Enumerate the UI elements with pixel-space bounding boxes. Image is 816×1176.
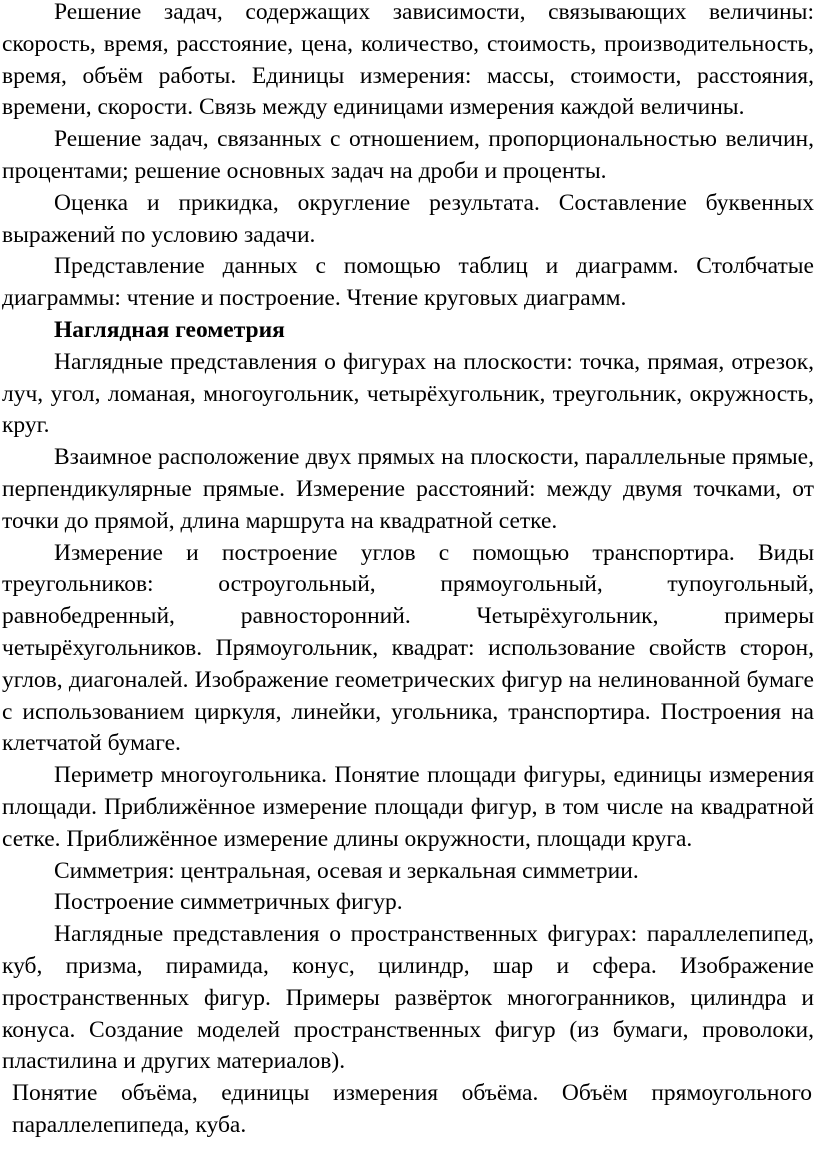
- paragraph-dependencies-tasks: Решение задач, содержащих зависимости, связывающих величины: скорость, время, расстояние, цена, количество, стоимость, производительность, время, объём работы. Единицы измерения: массы, стоимости, расстояния, времени, скорости. Связь между единицами измерения каждой величины.: [2, 0, 814, 121]
- section-heading-visual-geometry: Наглядная геометрия: [54, 316, 285, 343]
- paragraph-volume: Понятие объёма, единицы измерения объёма. Объём прямоугольного параллелепипеда, куба.: [12, 1080, 812, 1138]
- paragraph-plane-figures: Наглядные представления о фигурах на плоскости: точка, прямая, отрезок, луч, угол, ломаная, многоугольник, четырёхугольник, треугольник, окружность, круг.: [2, 348, 814, 439]
- paragraph-lines-position: Взаимное расположение двух прямых на плоскости, параллельные прямые, перпендикулярные прямые. Измерение расстояний: между двумя точками, от точки до прямой, длина маршрута на квадратной сетке.: [2, 444, 814, 534]
- paragraph-symmetry: Симметрия: центральная, осевая и зеркальная симметрии.: [54, 857, 639, 884]
- paragraph-proportions-tasks: Решение задач, связанных с отношением, пропорциональностью величин, процентами; решение основных задач на дроби и проценты.: [2, 126, 814, 184]
- document-body: [2, 0, 814, 1142]
- paragraph-spatial-figures: Наглядные представления о пространственных фигурах: параллелепипед, куб, призма, пирамида, конус, цилиндр, шар и сфера. Изображение пространственных фигур. Примеры развёрток многогранников, цилиндра и конуса. Создание моделей пространственных фигур (из бумаги, проволоки, пластилина и других материалов).: [2, 921, 814, 1075]
- paragraph-angles-triangles: Измерение и построение углов с помощью транспортира. Виды треугольников: остроугольный, прямоугольный, тупоугольный, равнобедренный, равносторонний. Четырёхугольник, примеры четырёхугольников. Прямоугольник, квадрат: использование свойств сторон, углов, диагоналей. Изображение геометрических фигур на нелинованной бумаге с использованием циркуля, линейки, угольника, транспортира. Построения на клетчатой бумаге.: [2, 539, 814, 757]
- paragraph-data-representation: Представление данных с помощью таблиц и диаграмм. Столбчатые диаграммы: чтение и построение. Чтение круговых диаграмм.: [2, 253, 814, 312]
- paragraph-estimation: Оценка и прикидка, округление результата. Составление буквенных выражений по условию задачи.: [2, 189, 814, 248]
- paragraph-symmetric-construction: Построение симметричных фигур.: [54, 889, 403, 916]
- paragraph-perimeter-area: Периметр многоугольника. Понятие площади фигуры, единицы измерения площади. Приближённое измерение площади фигур, в том числе на квадратной сетке. Приближённое измерение длины окружности, площади круга.: [2, 762, 814, 852]
